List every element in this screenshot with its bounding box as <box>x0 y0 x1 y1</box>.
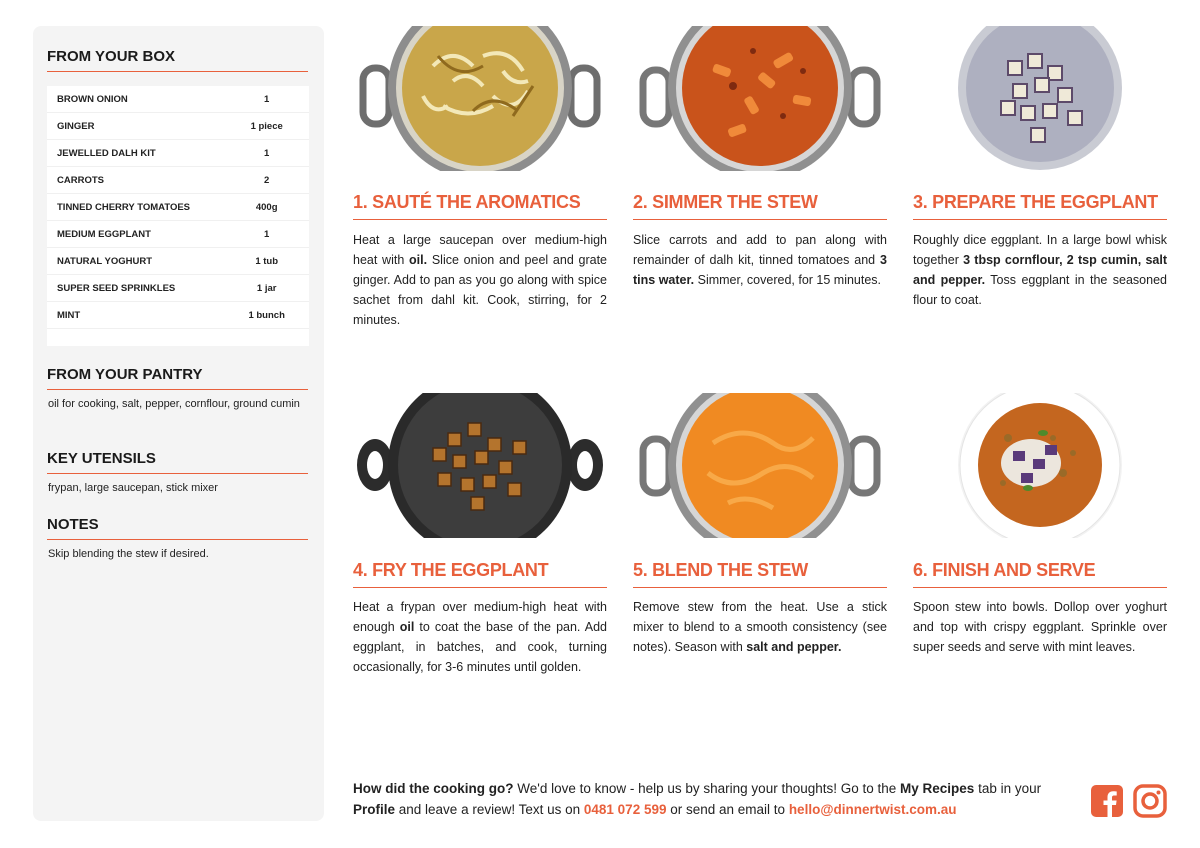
pantry-title: FROM YOUR PANTRY <box>47 366 308 390</box>
ingredient-name: JEWELLED DALH KIT <box>57 147 156 159</box>
step-4-body <box>353 597 607 677</box>
text-segment: Spoon stew into bowls. Dollop over yoghurt and top with crispy eggplant. Sprinkle over super seeds and serve with mint leaves. <box>913 600 1167 654</box>
utensils-text: frypan, large saucepan, stick mixer <box>48 482 218 494</box>
step-3-photo <box>913 26 1167 171</box>
ingredient-qty: 1 piece <box>250 120 283 132</box>
text-segment: Heat a frypan over medium-high heat with enough <box>353 600 607 634</box>
box-ingredients-table <box>47 86 309 346</box>
step-1-title: 1. SAUTÉ THE AROMATICS <box>353 192 607 220</box>
text-segment: Simmer, covered, for 15 minutes. <box>694 273 882 287</box>
step-1-body <box>353 230 607 330</box>
text-segment: or send an email to <box>666 802 789 817</box>
text-segment: Toss eggplant in the seasoned flour to coat. <box>913 273 1167 307</box>
ingredient-qty: 1 <box>264 93 270 105</box>
facebook-icon[interactable] <box>1090 784 1124 818</box>
text-segment: to coat the base of the pan. Add eggplant, in batches, and cook, turning occasionally, for 3-6 minutes until golden. <box>353 620 607 674</box>
step-5-photo <box>633 393 887 538</box>
utensils-title: KEY UTENSILS <box>47 450 308 474</box>
box-ingredient-row <box>47 302 309 329</box>
step-3-title: 3. PREPARE THE EGGPLANT <box>913 192 1167 220</box>
step-2-body <box>633 230 887 290</box>
text-segment: 3 tins water. <box>633 253 887 287</box>
box-ingredient-row <box>47 248 309 275</box>
ingredient-qty: 2 <box>264 174 270 186</box>
box-title: FROM YOUR BOX <box>47 48 308 72</box>
box-ingredient-row <box>47 194 309 221</box>
text-segment: 3 tbsp cornflour, 2 tsp cumin, salt and pepper. <box>913 253 1168 287</box>
box-ingredient-row <box>47 113 309 140</box>
text-segment: tab in your <box>974 781 1042 796</box>
ingredient-name: CARROTS <box>57 174 104 186</box>
ingredients-sidebar <box>33 26 324 821</box>
box-ingredient-row <box>47 275 309 302</box>
text-segment[interactable]: 0481 072 599 <box>583 802 667 817</box>
box-ingredient-row <box>47 167 309 194</box>
text-segment: Heat a large saucepan over medium-high heat with <box>353 233 607 267</box>
text-segment: and leave a review! Text us on <box>395 802 584 817</box>
ingredient-name: MINT <box>57 309 81 321</box>
text-segment: Slice carrots and add to pan along with remainder of dalh kit, tinned tomatoes and <box>633 233 887 267</box>
ingredient-qty: 1 tub <box>255 255 279 267</box>
pantry-text: oil for cooking, salt, pepper, cornflour, ground cumin <box>48 398 300 410</box>
step-5-body <box>633 597 887 657</box>
ingredient-name: BROWN ONION <box>57 93 128 105</box>
text-segment: We'd love to know - help us by sharing your thoughts! Go to the <box>513 781 901 796</box>
text-segment: oil. <box>409 253 428 267</box>
step-5-title: 5. BLEND THE STEW <box>633 560 887 588</box>
feedback-footer <box>353 778 1083 820</box>
notes-text: Skip blending the stew if desired. <box>48 548 209 560</box>
step-3-body <box>913 230 1167 310</box>
text-segment: salt and pepper. <box>746 640 842 654</box>
step-4-title: 4. FRY THE EGGPLANT <box>353 560 607 588</box>
box-ingredient-row <box>47 140 309 167</box>
step-6-body <box>913 597 1167 657</box>
text-segment: My Recipes <box>900 781 975 796</box>
step-2-title: 2. SIMMER THE STEW <box>633 192 887 220</box>
box-ingredient-row <box>47 221 309 248</box>
notes-title: NOTES <box>47 516 308 540</box>
text-segment: How did the cooking go? <box>353 781 514 796</box>
ingredient-qty: 1 <box>264 228 270 240</box>
text-segment: oil <box>399 620 415 634</box>
ingredient-name: MEDIUM EGGPLANT <box>57 228 151 240</box>
text-segment: Roughly dice eggplant. In a large bowl whisk together <box>913 233 1167 267</box>
step-1-photo <box>353 26 607 171</box>
text-segment: Remove stew from the heat. Use a stick mixer to blend to a smooth consistency (see notes). Season with <box>633 600 887 654</box>
ingredient-qty: 1 jar <box>256 282 277 294</box>
ingredient-qty: 1 bunch <box>248 309 285 321</box>
text-segment: Slice onion and peel and grate ginger. Add to pan as you go along with spice sachet from dahl kit. Cook, stirring, for 2 minutes. <box>353 253 607 327</box>
ingredient-qty: 400g <box>255 201 278 213</box>
ingredient-qty: 1 <box>264 147 270 159</box>
step-2-photo <box>633 26 887 171</box>
text-segment: Profile <box>353 802 396 817</box>
ingredient-name: NATURAL YOGHURT <box>57 255 152 267</box>
instagram-icon[interactable] <box>1133 784 1167 818</box>
ingredient-name: GINGER <box>57 120 95 132</box>
ingredient-name: TINNED CHERRY TOMATOES <box>57 201 191 213</box>
text-segment[interactable]: hello@dinnertwist.com.au <box>788 802 957 817</box>
step-6-photo <box>913 393 1167 538</box>
step-4-photo <box>353 393 607 538</box>
step-6-title: 6. FINISH AND SERVE <box>913 560 1167 588</box>
box-ingredient-row <box>47 86 309 113</box>
ingredient-name: SUPER SEED SPRINKLES <box>57 282 176 294</box>
